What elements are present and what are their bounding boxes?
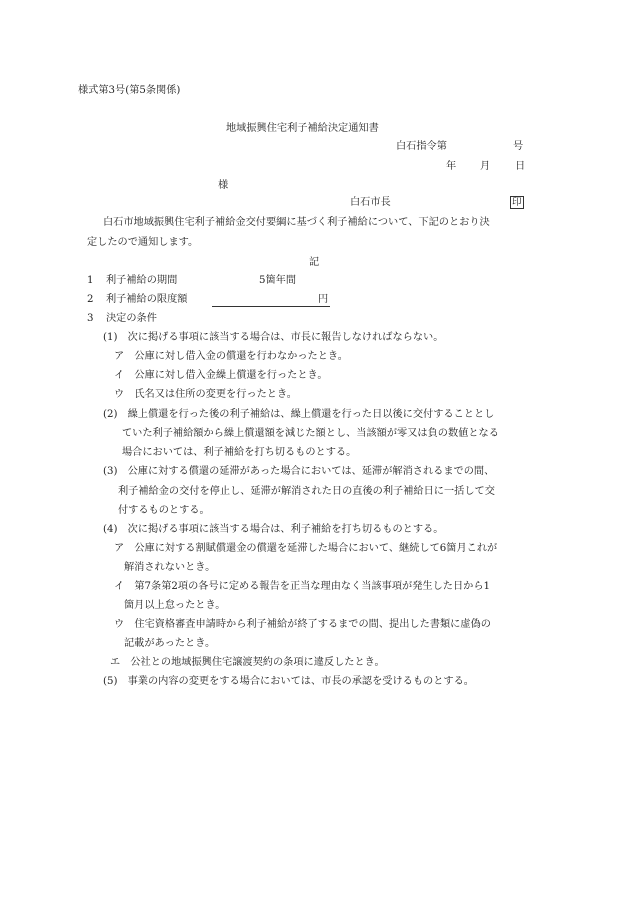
item-1-label: 利子補給の期間 xyxy=(106,275,178,286)
reference-number-suffix: 号 xyxy=(513,141,524,152)
item-1-value: 5箇年間 xyxy=(259,275,297,286)
condition-4-a-line-1: ア 公庫に対する割賦償還金の償還を延滞した場合において、継続して6箇月これが xyxy=(114,543,498,554)
amount-underline xyxy=(212,306,330,307)
reference-number-prefix: 白石指令第 xyxy=(396,141,447,152)
condition-5: (5) 事業の内容の変更をする場合においては、市長の承認を受けるものとする。 xyxy=(103,676,474,687)
condition-4-b-line-2: 箇月以上怠ったとき。 xyxy=(124,600,226,611)
item-2-unit: 円 xyxy=(318,294,329,305)
condition-1-c: ウ 氏名又は住所の変更を行ったとき。 xyxy=(114,389,297,400)
issuer-name: 白石市長 xyxy=(350,197,391,208)
document-title: 地域振興住宅利子補給決定通知書 xyxy=(226,123,379,134)
condition-4-a-line-2: 解消されないとき。 xyxy=(124,562,216,573)
condition-4-b-line-1: イ 第7条第2項の各号に定める報告を正当な理由なく当該事項が発生した日から1 xyxy=(114,581,491,592)
item-3-label: 決定の条件 xyxy=(106,313,157,324)
date-month: 月 xyxy=(480,161,491,172)
item-2-label: 利子補給の限度額 xyxy=(106,294,188,305)
item-2-number: 2 xyxy=(87,294,94,305)
condition-4-c-line-2: 記載があったとき。 xyxy=(124,638,216,649)
item-3-number: 3 xyxy=(87,313,94,324)
form-label: 様式第3号(第5条関係) xyxy=(78,85,181,96)
condition-1-b: イ 公庫に対し借入金繰上償還を行ったとき。 xyxy=(114,370,328,381)
intro-line-1: 白石市地域振興住宅利子補給金交付要綱に基づく利子補給について、下記のとおり決 xyxy=(103,217,490,228)
condition-4-c-line-1: ウ 住宅資格審査申請時から利子補給が終了するまでの間、提出した書類に虚偽の xyxy=(114,619,491,630)
condition-4-d: エ 公社との地域振興住宅譲渡契約の条項に違反したとき。 xyxy=(110,657,385,668)
condition-1-a: ア 公庫に対し借入金の償還を行わなかったとき。 xyxy=(114,351,348,362)
intro-line-2: 定したので通知します。 xyxy=(87,237,199,248)
condition-2-line-1: (2) 繰上償還を行った後の利子補給は、繰上償還を行った日以後に交付することとし xyxy=(103,409,495,420)
ki-heading: 記 xyxy=(309,257,320,268)
condition-2-line-2: ていた利子補給額から繰上償還額を減じた額とし、当該額が零又は負の数値となる xyxy=(122,428,499,439)
condition-3-line-3: 付するものとする。 xyxy=(118,505,210,516)
date-year: 年 xyxy=(446,161,457,172)
condition-1: (1) 次に掲げる事項に該当する場合は、市長に報告しなければならない。 xyxy=(103,332,444,343)
date-day: 日 xyxy=(515,161,526,172)
condition-3-line-1: (3) 公庫に対する償還の延滞があった場合においては、延滞が解消されるまでの間、 xyxy=(103,466,495,477)
item-1-number: 1 xyxy=(87,275,94,286)
condition-3-line-2: 利子補給金の交付を停止し、延滞が解消された日の直後の利子補給日に一括して交 xyxy=(118,486,495,497)
condition-4: (4) 次に掲げる事項に該当する場合は、利子補給を打ち切るものとする。 xyxy=(103,524,444,535)
seal-stamp: 印 xyxy=(512,197,522,208)
addressee-suffix: 様 xyxy=(218,180,229,191)
seal-mark xyxy=(510,196,524,209)
condition-2-line-3: 場合においては、利子補給を打ち切るものとする。 xyxy=(122,447,357,458)
